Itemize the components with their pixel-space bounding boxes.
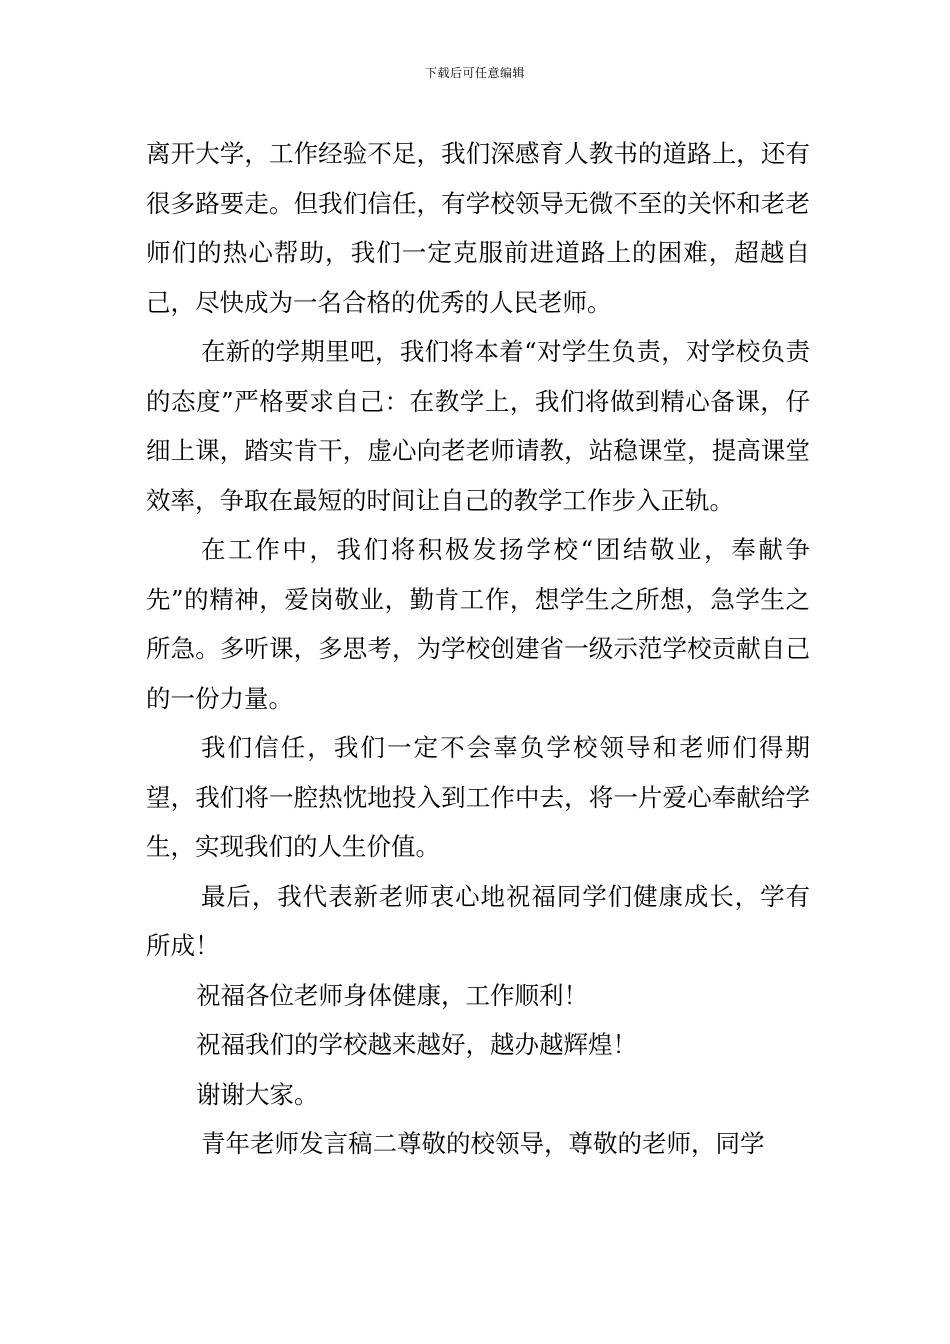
paragraph-new-semester: 在新的学期里吧，我们将本着“对学生负责，对学校负责的态度”严格要求自己：在教学上，我们将做到精心备课，仔细上课，踏实肯干，虚心向老老师请教，站稳课堂，提高课堂效率，争取在最短的时间让自己的教学工作步入正轨。: [146, 337, 810, 515]
blessing-school: 祝福我们的学校越来越好，越办越辉煌！: [196, 1030, 637, 1059]
paragraph-closing: 最后，我代表新老师衷心地祝福同学们健康成长，学有所成！: [146, 881, 810, 960]
page-header-note: 下载后可任意编辑: [424, 66, 525, 80]
thanks-line: 谢谢大家。: [196, 1079, 319, 1109]
blessing-teachers: 祝福各位老师身体健康，工作顺利！: [196, 980, 588, 1010]
paragraph-work: 在工作中，我们将积极发扬学校“团结敬业，奉献争先”的精神，爱岗敬业，勤肯工作，想学生之所想，急学生之所急。多听课，多思考，为学校创建省一级示范学校贡献自己的一份力量。: [146, 535, 810, 713]
paragraph-continuation: 离开大学，工作经验不足，我们深感育人教书的道路上，还有很多路要走。但我们信任，有学校领导无微不至的关怀和老老师们的热心帮助，我们一定克服前进道路上的困难，超越自己，尽快成为一名合格的优秀的人民老师。: [146, 139, 810, 317]
paragraph-second-speech: 青年老师发言稿二尊敬的校领导，尊敬的老师，同学: [201, 1129, 765, 1158]
document-body: [146, 129, 810, 1169]
paragraph-trust: 我们信任，我们一定不会辜负学校领导和老师们得期望，我们将一腔热忱地投入到工作中去，将一片爱心奉献给学生，实现我们的人生价值。: [146, 733, 810, 861]
